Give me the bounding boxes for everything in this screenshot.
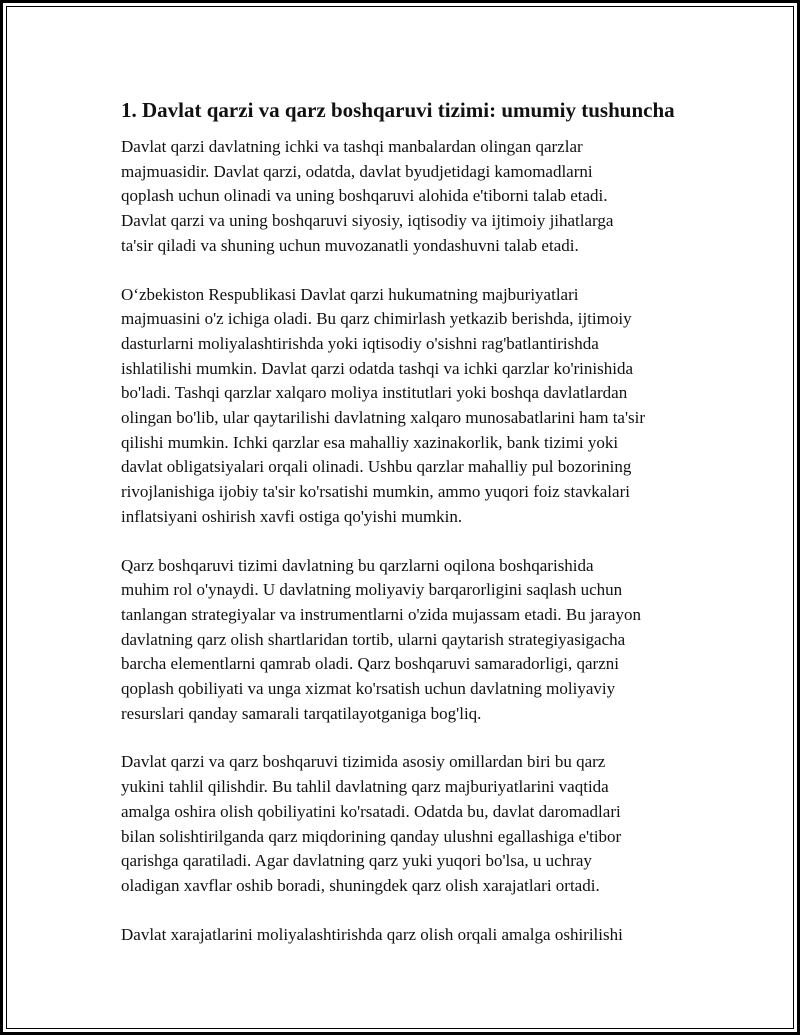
- section-heading: 1. Davlat qarzi va qarz boshqaruvi tizimi: umumiy tushuncha: [121, 98, 675, 122]
- text-line: bilan solishtirilganda qarz miqdorining qanday ulushni egallashiga e'tibor: [121, 826, 622, 846]
- text-line: qilishi mumkin. Ichki qarzlar esa mahalliy xazinakorlik, bank tizimi yoki: [121, 432, 619, 452]
- text-line: muhim rol o'ynaydi. U davlatning moliyaviy barqarorligini saqlash uchun: [121, 580, 623, 600]
- paragraph: [121, 554, 711, 727]
- text-line: Qarz boshqaruvi tizimi davlatning bu qarzlarni oqilona boshqarishida: [121, 555, 594, 575]
- text-line: Davlat qarzi davlatning ichki va tashqi manbalardan olingan qarzlar: [121, 137, 583, 156]
- paragraph: [121, 750, 711, 898]
- text-line: davlat obligatsiyalari orqali olinadi. Ushbu qarzlar mahalliy pul bozorining: [121, 457, 632, 477]
- text-line: bo'ladi. Tashqi qarzlar xalqaro moliya institutlari yoki boshqa davlatlardan: [121, 383, 628, 403]
- document-content: [121, 97, 711, 971]
- text-line: dasturlarni moliyalashtirishda yoki iqtisodiy o'sishni rag'batlantirishda: [121, 333, 599, 353]
- text-line: Davlat qarzi va uning boshqaruvi siyosiy, iqtisodiy va ijtimoiy jihatlarga: [121, 211, 614, 231]
- text-line: ta'sir qiladi va shuning uchun muvozanatli yondashuvni talab etadi.: [121, 235, 579, 255]
- text-line: inflatsiyani oshirish xavfi ostiga qo'yishi mumkin.: [121, 506, 463, 526]
- text-line: tanlangan strategiyalar va instrumentlarni o'zida mujassam etadi. Bu jarayon: [121, 604, 641, 624]
- text-line: oladigan xavflar oshib boradi, shuningdek qarz olish xarajatlari ortadi.: [121, 875, 600, 895]
- text-line: Davlat xarajatlarini moliyalashtirishda qarz olish orqali amalga oshirilishi: [121, 924, 623, 944]
- text-line: ishlatilishi mumkin. Davlat qarzi odatda tashqi va ichki qarzlar ko'rinishida: [121, 358, 633, 378]
- text-line: qarishga qaratiladi. Agar davlatning qarz yuki yuqori bo'lsa, u uchray: [121, 851, 592, 871]
- text-line: olingan bo'lib, ular qaytarilishi davlatning xalqaro munosabatlarini ham ta'sir: [121, 408, 646, 428]
- text-line: yukini tahlil qilishdir. Bu tahlil davlatning qarz majburiyatlarini vaqtida: [121, 777, 609, 797]
- document-body: [121, 135, 711, 947]
- paragraph: [121, 923, 711, 948]
- text-line: davlatning qarz olish shartlaridan tortib, ularni qaytarish strategiyasigacha: [121, 629, 626, 649]
- text-line: barcha elementlarni qamrab oladi. Qarz boshqaruvi samaradorligi, qarzni: [121, 654, 619, 674]
- paragraph: [121, 283, 711, 530]
- text-line: rivojlanishiga ijobiy ta'sir ko'rsatishi mumkin, ammo yuqori foiz stavkalari: [121, 482, 630, 502]
- text-line: majmuasini o'z ichiga oladi. Bu qarz chimirlash yetkazib berishda, ijtimoiy: [121, 309, 632, 329]
- text-line: qoplash qobiliyati va unga xizmat ko'rsatish uchun davlatning moliyaviy: [121, 679, 616, 699]
- paragraph: [121, 135, 711, 259]
- text-line: majmuasidir. Davlat qarzi, odatda, davlat byudjetidagi kamomadlarni: [121, 161, 593, 181]
- text-line: amalga oshira olish qobiliyatini ko'rsatadi. Odatda bu, davlat daromadlari: [121, 801, 621, 821]
- text-line: qoplash uchun olinadi va uning boshqaruvi alohida e'tiborni talab etadi.: [121, 186, 608, 206]
- text-line: resurslari qanday samarali tarqatilayotganiga bog'liq.: [121, 703, 482, 723]
- text-line: Davlat qarzi va qarz boshqaruvi tizimida asosiy omillardan biri bu qarz: [121, 752, 606, 772]
- text-line: O‘zbekiston Respublikasi Davlat qarzi hukumatning majburiyatlari: [121, 284, 579, 304]
